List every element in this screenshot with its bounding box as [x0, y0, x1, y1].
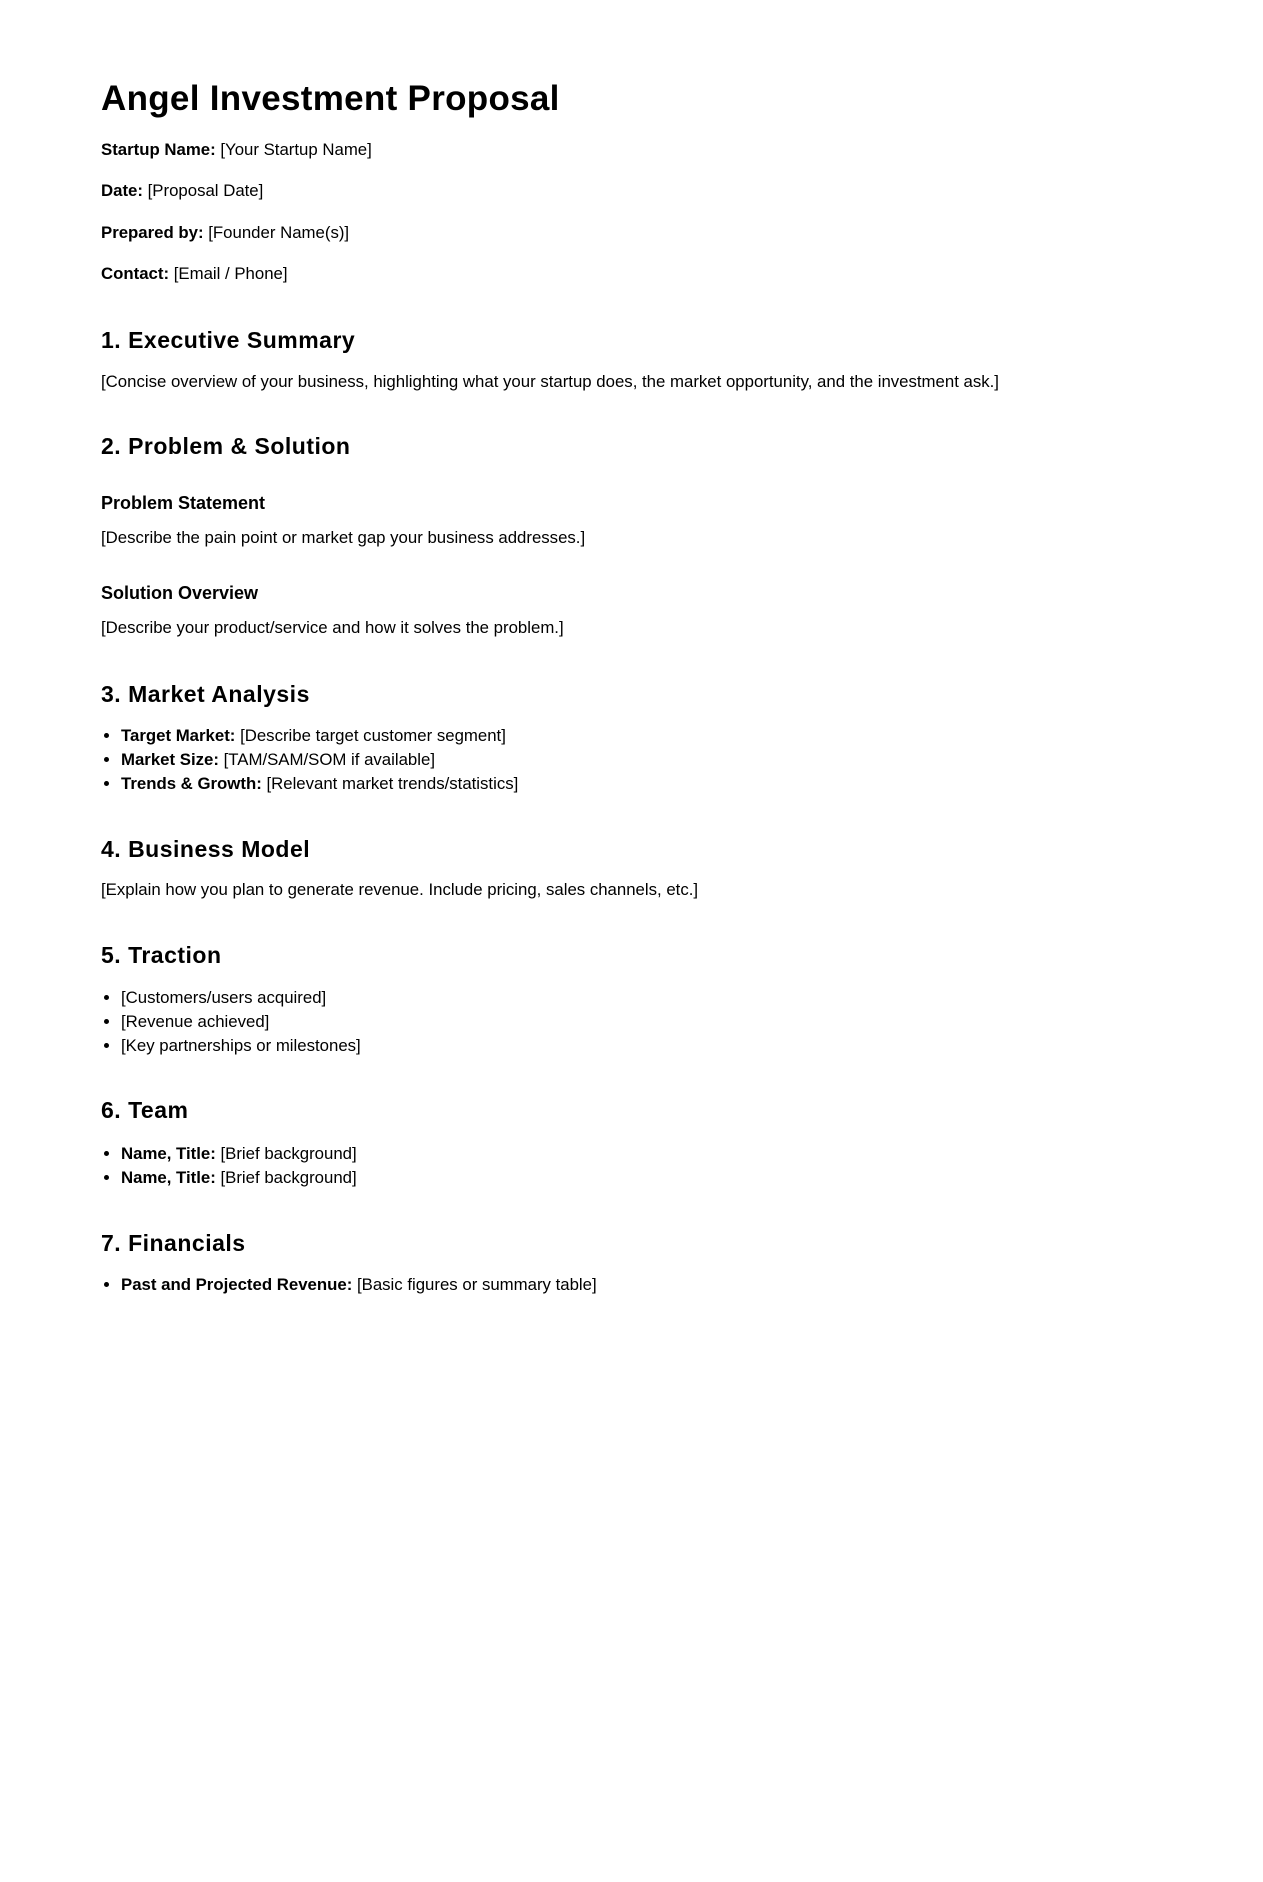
- list-item: [121, 725, 518, 749]
- list-item: [121, 773, 518, 797]
- item-label: Market Size:: [121, 750, 219, 770]
- item-value: [Brief background]: [220, 1144, 357, 1163]
- financials-list: [101, 1274, 597, 1298]
- section-heading-team: 6. Team: [101, 1097, 189, 1123]
- meta-contact: [101, 263, 288, 285]
- section-heading-market-analysis: 3. Market Analysis: [101, 681, 310, 707]
- meta-value: [Founder Name(s)]: [208, 223, 350, 242]
- section-heading-problem-solution: 2. Problem & Solution: [101, 433, 351, 459]
- item-label: Trends & Growth:: [121, 774, 262, 794]
- meta-value: [Email / Phone]: [173, 264, 288, 283]
- section-heading-financials: 7. Financials: [101, 1230, 246, 1256]
- executive-summary-text: [Concise overview of your business, highlighting what your startup does, the market opportunity, and the investment ask.]: [101, 372, 999, 391]
- meta-label: Startup Name:: [101, 140, 216, 159]
- item-label: Past and Projected Revenue:: [121, 1275, 353, 1294]
- item-value: [Describe target customer segment]: [240, 726, 506, 745]
- meta-value: [Proposal Date]: [147, 181, 264, 200]
- meta-label: Date:: [101, 181, 143, 200]
- section-heading-executive-summary: 1. Executive Summary: [101, 327, 356, 353]
- item-label: Target Market:: [121, 726, 236, 745]
- meta-value: [Your Startup Name]: [220, 140, 372, 159]
- problem-statement-text: [Describe the pain point or market gap your business addresses.]: [101, 528, 586, 547]
- list-item: [121, 1143, 357, 1167]
- item-value: [TAM/SAM/SOM if available]: [223, 750, 435, 770]
- solution-overview-text: [Describe your product/service and how it solves the problem.]: [101, 618, 564, 637]
- list-item: • [Key partnerships or milestones]: [121, 1035, 361, 1059]
- item-value: [Brief background]: [220, 1168, 357, 1188]
- list-item: • [Customers/users acquired]: [121, 987, 361, 1011]
- meta-startup-name: [101, 139, 372, 161]
- traction-list: [101, 987, 361, 1060]
- team-list: [101, 1143, 357, 1191]
- item-value: [Basic figures or summary table]: [356, 1275, 597, 1294]
- item-label: Name, Title:: [121, 1168, 216, 1188]
- subheading-solution-overview: Solution Overview: [101, 583, 259, 603]
- subheading-problem-statement: Problem Statement: [101, 493, 266, 513]
- meta-prepared-by: [101, 222, 349, 244]
- meta-label: Contact:: [101, 264, 170, 283]
- document-title: Angel Investment Proposal: [101, 79, 560, 118]
- business-model-text: [Explain how you plan to generate revenue. Include pricing, sales channels, etc.]: [101, 880, 699, 899]
- section-heading-traction: 5. Traction: [101, 942, 222, 968]
- market-analysis-list: [101, 725, 518, 798]
- list-item: [121, 749, 518, 773]
- list-item: [121, 1274, 597, 1298]
- section-heading-business-model: 4. Business Model: [101, 836, 311, 862]
- meta-label: Prepared by:: [101, 223, 204, 242]
- meta-date: [101, 180, 263, 202]
- list-item: [121, 1167, 357, 1191]
- list-item: • [Revenue achieved]: [121, 1011, 361, 1035]
- item-label: Name, Title:: [121, 1144, 216, 1163]
- item-value: [Relevant market trends/statistics]: [266, 774, 519, 794]
